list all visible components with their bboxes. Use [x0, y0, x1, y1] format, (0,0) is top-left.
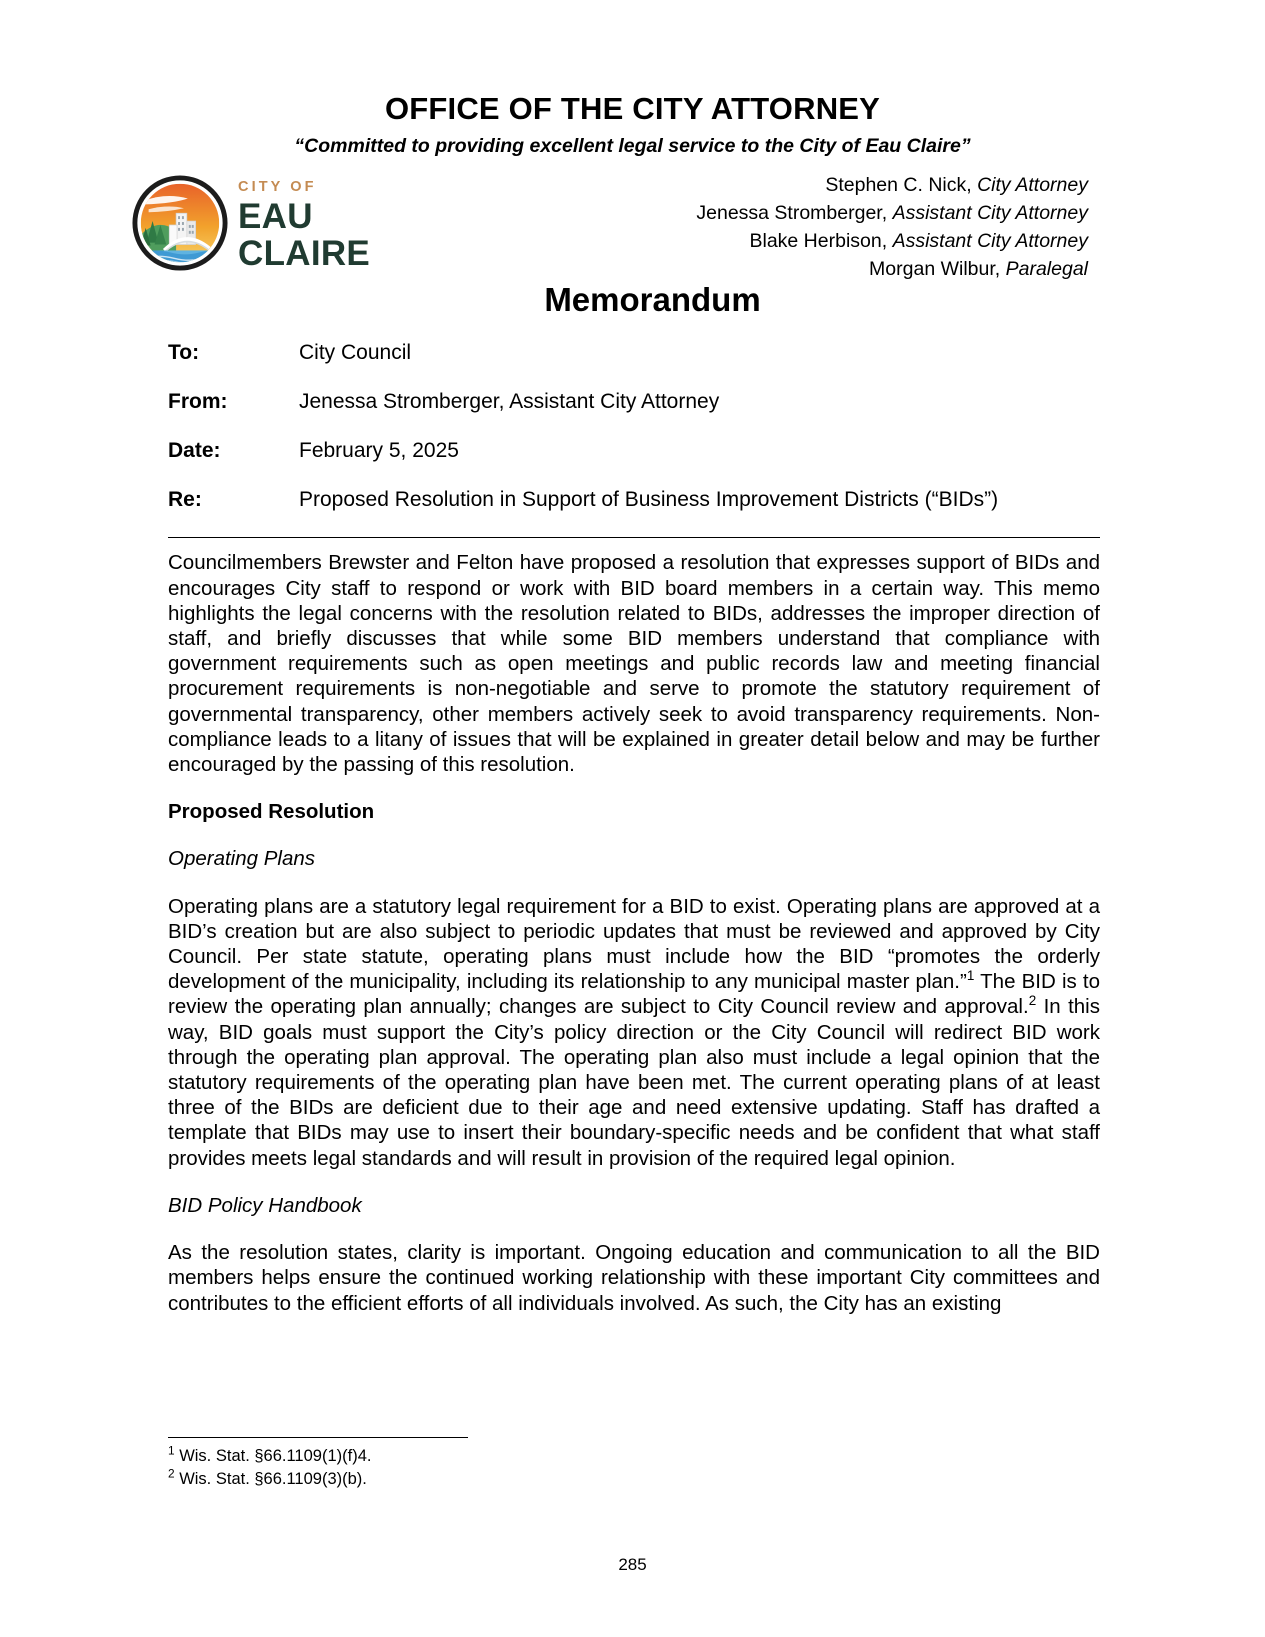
page-title: OFFICE OF THE CITY ATTORNEY	[384, 91, 881, 126]
logo-eau-text: EAU	[238, 197, 313, 237]
memo-field-value: Proposed Resolution in Support of Business Improvement Districts (“BIDs”)	[299, 488, 999, 512]
logo-city-of-text: CITY OF	[238, 178, 317, 195]
footnote-number-1: 1	[168, 1443, 175, 1458]
staff-entry	[696, 256, 1088, 284]
footnote-1-text: Wis. Stat. §66.1109(1)(f)4.	[174, 1447, 372, 1465]
handbook-paragraph: As the resolution states, clarity is important. Ongoing education and communication to all the BID members helps ensure the continued working relationship with these important City committees and contributes to the efficient efforts of all individuals involved. As such, the City has an existing	[168, 1241, 1100, 1315]
subsection-heading-bid-policy-handbook: BID Policy Handbook	[168, 1193, 362, 1217]
staff-entry	[696, 228, 1088, 256]
footnote-2	[168, 1468, 1100, 1491]
staff-entry	[696, 172, 1088, 200]
logo-wordmark	[238, 176, 370, 272]
operating-plans-text-part-2: The BID is to review the operating plan annually; changes are subject to City Council review and approval.	[168, 970, 1101, 1019]
memo-field-label: From:	[168, 390, 228, 414]
staff-role: Assistant City Attorney	[892, 229, 1088, 252]
footnote-number-2: 2	[168, 1466, 175, 1481]
staff-role: Paralegal	[1005, 257, 1088, 280]
memo-field-from	[168, 390, 1100, 414]
memo-field-label: Date:	[168, 439, 221, 463]
section-heading-proposed-resolution: Proposed Resolution	[168, 800, 375, 824]
city-logo	[131, 174, 370, 272]
operating-plans-text-part-3: In this way, BID goals must support the City’s policy direction or the City Council will redirect BID work through the operating plan approval. The operating plan also must include a legal opinion that the statutory requirements of the operating plan have been met. The current operating plans of at least three of the BIDs are deficient due to their age and need extensive updating. Staff has drafted a template that BIDs may use to insert their boundary-specific needs and be confident that what staff provides meets legal standards and will result in provision of the required legal opinion.	[168, 995, 1100, 1170]
memo-field-value: February 5, 2025	[299, 439, 459, 463]
operating-plans-text-part-1: Operating plans are a statutory legal requirement for a BID to exist. Operating plans are approved at a BID’s creation but are also subject to periodic updates that must be reviewed and approved by City Council. Per state statute, operating plans must include how the BID “promotes the orderly development of the municipality, including its relationship to any municipal master plan.”	[168, 894, 1100, 994]
memo-field-label: Re:	[168, 488, 202, 512]
footnote-marker-1[interactable]: 1	[966, 968, 975, 984]
city-seal-icon	[131, 174, 229, 272]
page-number: 285	[618, 1555, 647, 1574]
footnotes	[168, 1437, 1100, 1492]
memo-field-date	[168, 439, 1100, 463]
memo-field-value: Jenessa Stromberger, Assistant City Attorney	[299, 390, 720, 414]
footnote-separator	[168, 1437, 468, 1438]
memorandum-title: Memorandum	[544, 281, 761, 319]
staff-name: Blake Herbison,	[749, 229, 888, 252]
identity-row	[0, 172, 1265, 280]
footnote-marker-2[interactable]: 2	[1028, 993, 1037, 1009]
staff-directory	[696, 172, 1088, 283]
staff-name: Jenessa Stromberger,	[696, 202, 888, 225]
staff-role: City Attorney	[977, 174, 1088, 197]
logo-claire-text: CLAIRE	[238, 234, 371, 274]
memo-field-re	[168, 488, 1100, 512]
footnote-1	[168, 1445, 1100, 1468]
staff-entry	[696, 200, 1088, 228]
operating-plans-paragraph	[168, 894, 1100, 1171]
memo-field-label: To:	[168, 341, 200, 365]
staff-role: Assistant City Attorney	[892, 202, 1088, 225]
staff-name: Morgan Wilbur,	[869, 257, 1001, 280]
letterhead-tagline: “Committed to providing excellent legal service to the City of Eau Claire”	[294, 135, 971, 158]
memo-body	[0, 550, 1265, 1315]
header-divider	[168, 537, 1100, 538]
letterhead	[0, 0, 1265, 158]
intro-paragraph: Councilmembers Brewster and Felton have proposed a resolution that expresses support of BIDs and encourages City staff to respond or work with BID board members in a certain way. This memo highlights the legal concerns with the resolution related to BIDs, addresses the improper direction of staff, and briefly discusses that while some BID members understand that compliance with government requirements such as open meetings and public records law and meeting financial procurement requirements is non-negotiable and serve to promote the statutory requirement of governmental transparency, other members actively seek to avoid transparency requirements. Non-compliance leads to a litany of issues that will be explained in greater detail below and may be further encouraged by the passing of this resolution.	[168, 551, 1100, 777]
memo-field-value: City Council	[299, 341, 412, 365]
memo-fields	[0, 341, 1265, 512]
memo-field-to	[168, 341, 1100, 365]
footnote-2-text: Wis. Stat. §66.1109(3)(b).	[174, 1470, 367, 1489]
staff-name: Stephen C. Nick,	[825, 174, 972, 197]
subsection-heading-operating-plans: Operating Plans	[168, 847, 316, 871]
